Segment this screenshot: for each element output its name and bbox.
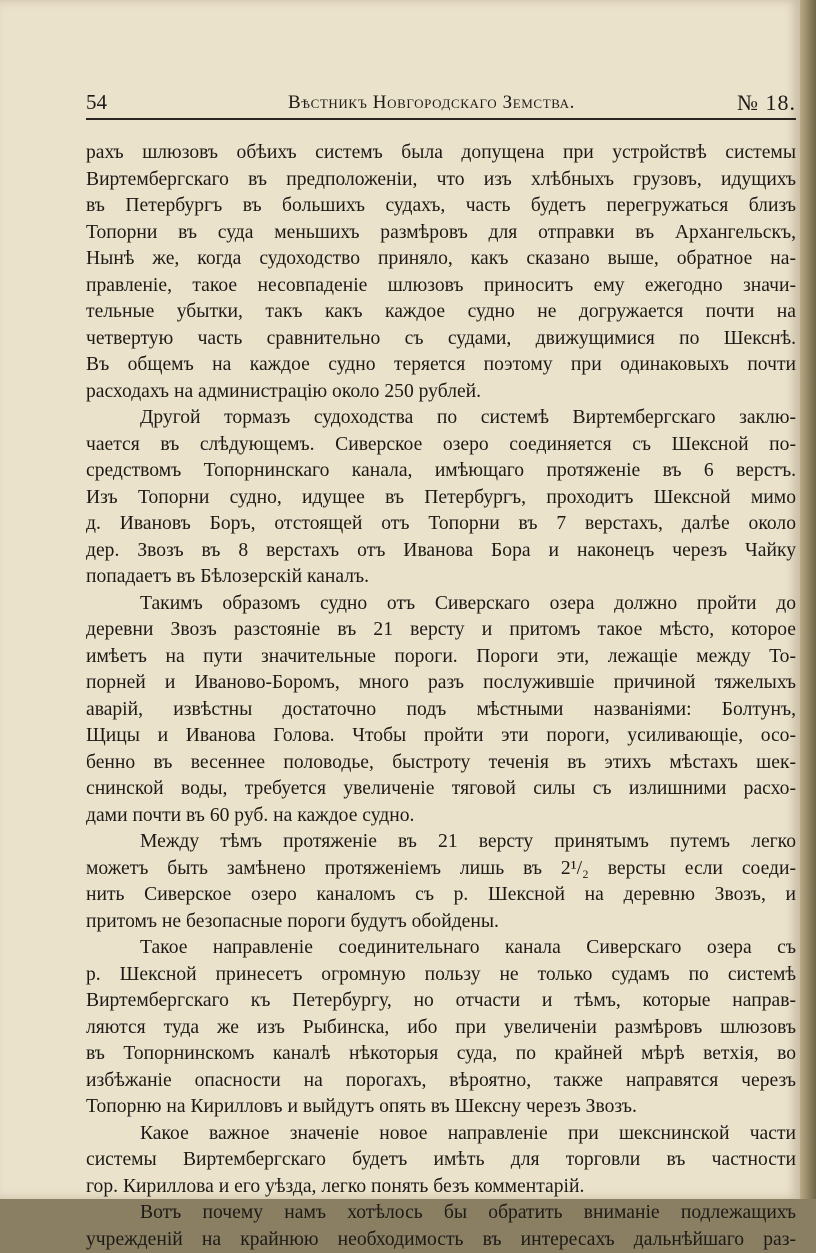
text-line: Топорню на Кирилловъ и выйдутъ опять въ Шексну черезъ Звозъ. xyxy=(86,1094,796,1121)
text-line: Между тѣмъ протяженіе въ 21 версту принятымъ путемъ легко xyxy=(86,829,796,856)
text-line: можетъ быть замѣнено протяженіемъ лишь въ 2¹/₂ версты если соеди- xyxy=(86,856,796,883)
body-text xyxy=(86,140,796,1253)
text-line: избѣжаніе опасности на порогахъ, вѣроятно, также направятся черезъ xyxy=(86,1068,796,1095)
text-line: порней и Иваново-Боромъ, много разъ послужившіе причиной тяжелыхъ xyxy=(86,670,796,697)
text-line: въ Топорнинскомъ каналѣ нѣкоторыя суда, по крайней мѣрѣ ветхія, во xyxy=(86,1041,796,1068)
text-line: дами почти въ 60 руб. на каждое судно. xyxy=(86,803,796,830)
text-line: Другой тормазъ судоходства по системѣ Виртембергскаго заклю- xyxy=(86,405,796,432)
text-line: нить Сиверское озеро каналомъ съ р. Шексной на деревню Звозъ, и xyxy=(86,882,796,909)
text-line: въ Петербургъ въ большихъ судахъ, часть будетъ перегружаться близъ xyxy=(86,193,796,220)
text-line: расходахъ на администрацію около 250 рублей. xyxy=(86,379,796,406)
text-line: имѣетъ на пути значительные пороги. Пороги эти, лежащіе между То- xyxy=(86,644,796,671)
text-line: ляются туда же изъ Рыбинска, ибо при увеличеніи размѣровъ шлюзовъ xyxy=(86,1015,796,1042)
text-line: учрежденій на крайнюю необходимость въ интересахъ дальнѣйшаго раз- xyxy=(86,1227,796,1253)
text-line: Какое важное значеніе новое направленіе при шекснинской части xyxy=(86,1121,796,1148)
page-number: 54 xyxy=(86,90,107,115)
text-line: аварій, извѣстны достаточно подъ мѣстными названіями: Болтунъ, xyxy=(86,697,796,724)
text-line: правленіе, такое несовпаденіе шлюзовъ приноситъ ему ежегодно значи- xyxy=(86,273,796,300)
text-line: снинской воды, требуется увеличеніе тяговой силы съ излишними расхо- xyxy=(86,776,796,803)
text-line: четвертую часть сравнительно съ судами, движущимися по Шекснѣ. xyxy=(86,326,796,353)
text-line: системы Виртембергскаго будетъ имѣть для торговли въ частности xyxy=(86,1147,796,1174)
text-line: Изъ Топорни судно, идущее въ Петербургъ, проходитъ Шексной мимо xyxy=(86,485,796,512)
text-line: чается въ слѣдующемъ. Сиверское озеро соединяется съ Шексной по- xyxy=(86,432,796,459)
text-line: Виртембергскаго къ Петербургу, но отчасти и тѣмъ, которые направ- xyxy=(86,988,796,1015)
text-line: Топорни въ суда меньшихъ размѣровъ для отправки въ Архангельскъ, xyxy=(86,220,796,247)
text-line: Вотъ почему намъ хотѣлось бы обратить вниманіе подлежащихъ xyxy=(86,1200,796,1227)
text-line: попадаетъ въ Бѣлозерскій каналъ. xyxy=(86,564,796,591)
text-line: бенно въ весеннее половодье, быстроту теченія въ этихъ мѣстахъ шек- xyxy=(86,750,796,777)
text-line: деревни Звозъ разстояніе въ 21 версту и притомъ такое мѣсто, которое xyxy=(86,617,796,644)
text-line: Щицы и Иванова Голова. Чтобы пройти эти пороги, усиливающіе, осо- xyxy=(86,723,796,750)
text-line: д. Ивановъ Боръ, отстоящей отъ Топорни въ 7 верстахъ, далѣе около xyxy=(86,511,796,538)
text-line: Такое направленіе соединительнаго канала Сиверскаго озера съ xyxy=(86,935,796,962)
text-line: рахъ шлюзовъ обѣихъ системъ была допущена при устройствѣ системы xyxy=(86,140,796,167)
page-edge xyxy=(800,0,816,1199)
header-rule xyxy=(86,118,796,120)
text-line: Виртембергскаго въ предположеніи, что изъ хлѣбныхъ грузовъ, идущихъ xyxy=(86,167,796,194)
text-line: гор. Кириллова и его уѣзда, легко понять безъ комментарій. xyxy=(86,1174,796,1201)
issue-number: № 18. xyxy=(737,90,796,116)
text-line: р. Шексной принесетъ огромную пользу не только судамъ по системѣ xyxy=(86,962,796,989)
text-line: Нынѣ же, когда судоходство приняло, какъ сказано выше, обратное на- xyxy=(86,246,796,273)
text-line: тельные убытки, такъ какъ каждое судно не догружается почти на xyxy=(86,299,796,326)
text-line: притомъ не безопасные пороги будутъ обойдены. xyxy=(86,909,796,936)
text-line: дер. Звозъ въ 8 верстахъ отъ Иванова Бора и наконецъ черезъ Чайку xyxy=(86,538,796,565)
text-line: Въ общемъ на каждое судно теряется поэтому при одинаковыхъ почти xyxy=(86,352,796,379)
text-line: Такимъ образомъ судно отъ Сиверскаго озера должно пройти до xyxy=(86,591,796,618)
text-line: средствомъ Топорнинскаго канала, имѣющаго протяженіе въ 6 верстъ. xyxy=(86,458,796,485)
journal-title: Вѣстникъ Новгородскаго Земства. xyxy=(288,92,575,114)
